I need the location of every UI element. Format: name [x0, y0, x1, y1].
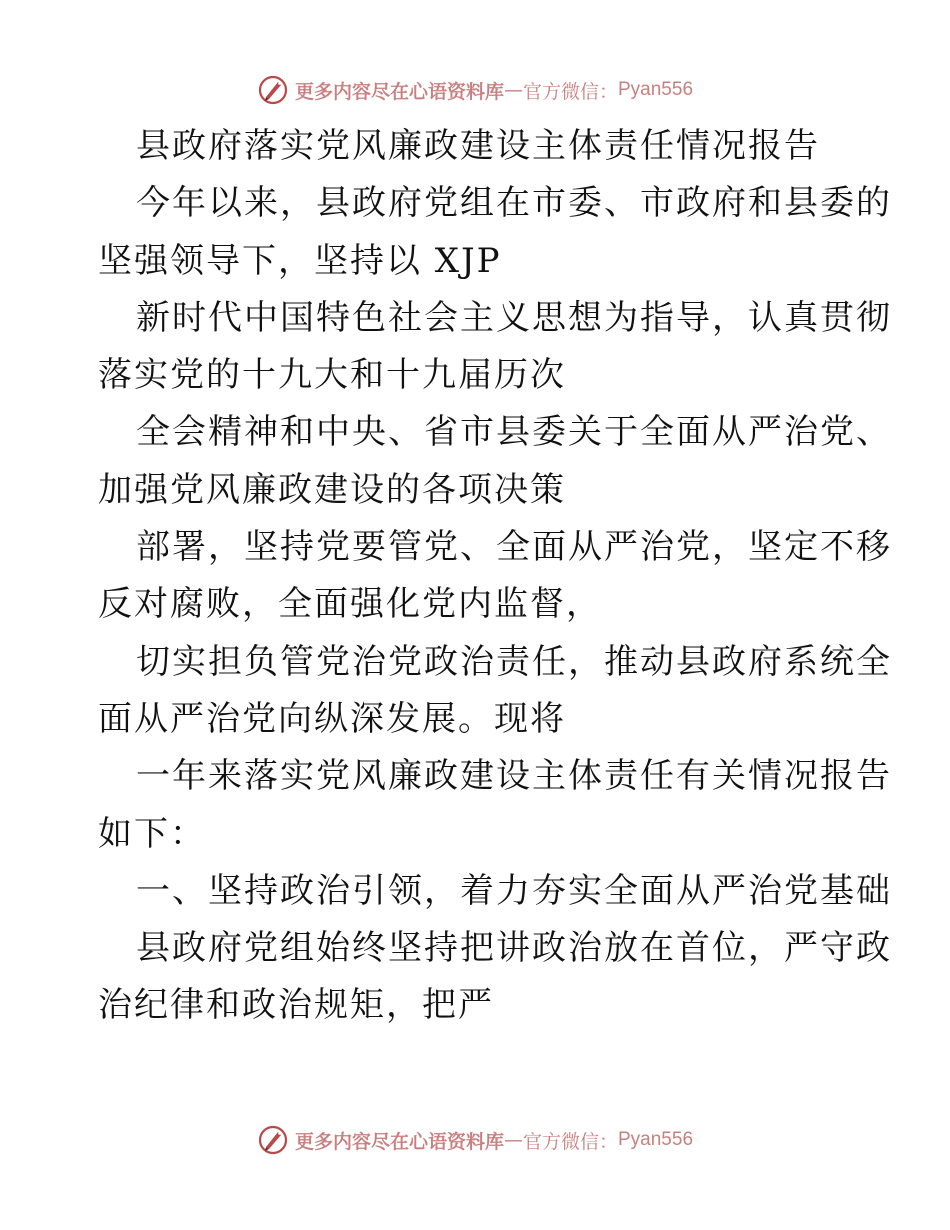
quill-pen-logo-icon [257, 74, 289, 106]
paragraph-line: 面从严治党向纵深发展。现将 [98, 698, 566, 739]
quill-pen-logo-icon [257, 1124, 289, 1156]
header-banner [0, 70, 950, 110]
paragraph-line: 坚强领导下，坚持以 XJP [98, 240, 502, 281]
paragraph-line: 治纪律和政治规矩，把严 [98, 985, 494, 1026]
paragraph-line: 落实党的十九大和十九届历次 [98, 355, 566, 396]
paragraph-line: 切实担负管党治党政治责任，推动县政府系统全 [136, 641, 892, 682]
paragraph-line: 一年来落实党风廉政建设主体责任有关情况报告 [136, 756, 892, 797]
paragraph-line: 新时代中国特色社会主义思想为指导，认真贯彻 [136, 297, 892, 338]
paragraph-line: 县政府党组始终坚持把讲政治放在首位，严守政 [136, 928, 892, 969]
paragraph-line: 如下： [98, 813, 206, 854]
paragraph-line: 部署，坚持党要管党、全面从严治党，坚定不移 [136, 527, 892, 568]
document-body [98, 118, 892, 1035]
banner-wechat-id: Pyan556 [618, 79, 694, 100]
paragraph-line: 反对腐败，全面强化党内监督， [98, 584, 602, 625]
banner-official-label: 官方微信： [522, 80, 618, 103]
banner-brand-text: 更多内容尽在心语资料库 [294, 80, 504, 103]
paragraph-line: 全会精神和中央、省市县委关于全面从严治党、 [136, 412, 892, 453]
paragraph-line: 今年以来，县政府党组在市委、市政府和县委的 [136, 183, 892, 224]
banner-separator: — [503, 1129, 523, 1151]
banner-wechat-id: Pyan556 [618, 1129, 694, 1150]
document-title: 县政府落实党风廉政建设主体责任情况报告 [136, 126, 820, 166]
banner-brand-text: 更多内容尽在心语资料库 [294, 1130, 504, 1153]
footer-banner [0, 1120, 950, 1160]
banner-separator: — [503, 79, 523, 101]
section-heading: 一、坚持政治引领，着力夯实全面从严治党基础 [136, 870, 892, 911]
banner-official-label: 官方微信： [522, 1130, 618, 1153]
paragraph-line: 加强党风廉政建设的各项决策 [98, 469, 566, 510]
